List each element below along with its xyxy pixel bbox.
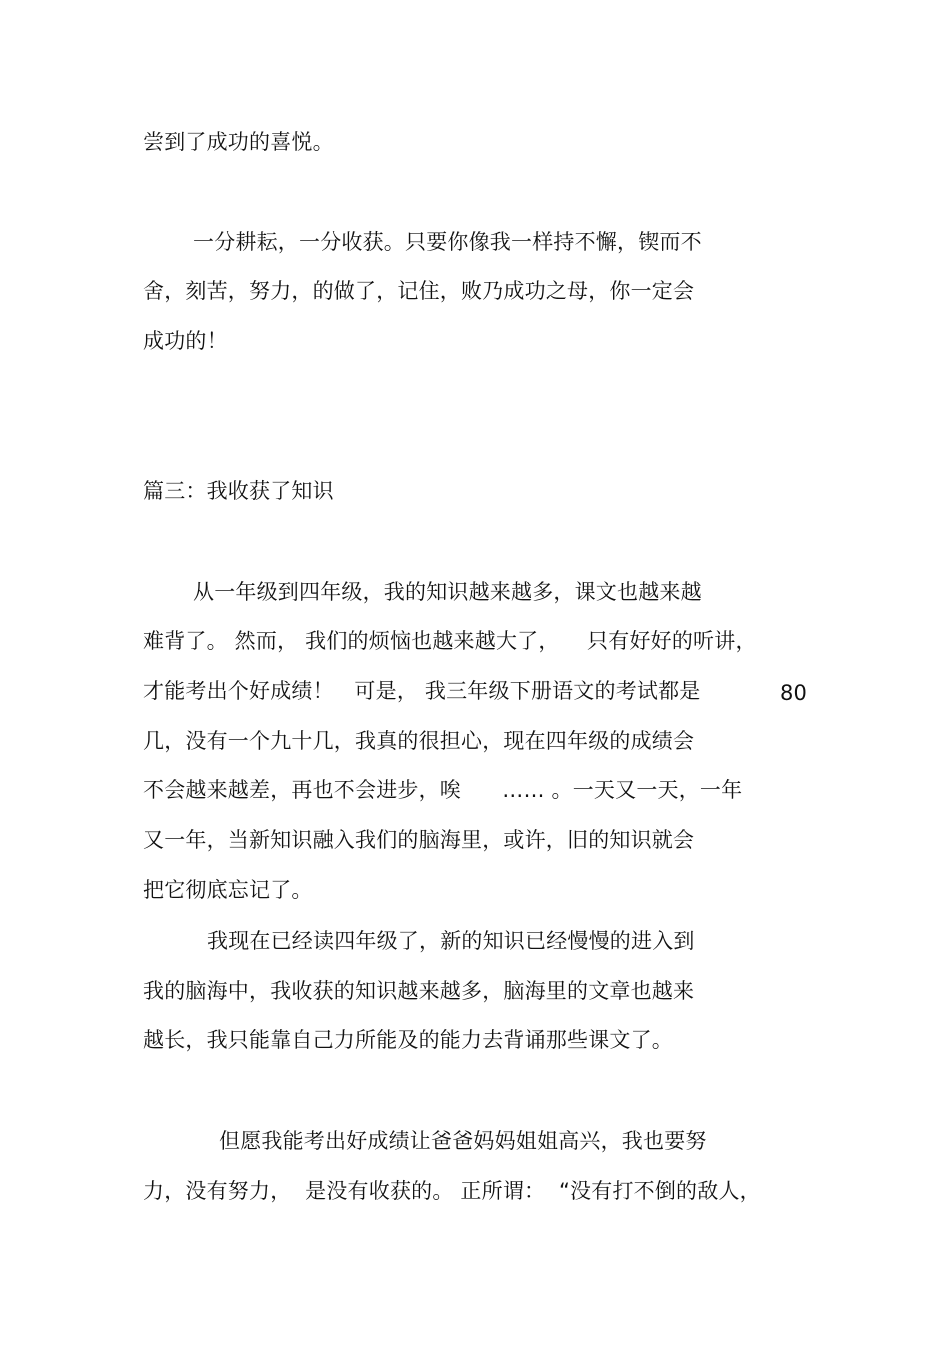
text-line: 一分耕耘，一分收获。只要你像我一样持不懈，锲而不 [193,230,702,254]
text-line: 但愿我能考出好成绩让爸爸妈妈姐姐高兴，我也要努 [219,1129,707,1153]
text-line: 又一年，当新知识融入我们的脑海里，或许，旧的知识就会 [143,828,695,852]
text-line: 越长，我只能靠自己力所能及的能力去背诵那些课文了。 [143,1028,673,1052]
text-line: 我的脑海中，我收获的知识越来越多，脑海里的文章也越来 [143,979,695,1003]
text-line: 难背了。 然而， 我们的烦恼也越来越大了， 只有好好的听讲， [143,629,757,653]
text-line: 我现在已经读四年级了，新的知识已经慢慢的进入到 [207,929,695,953]
section-heading: 篇三：我收获了知识 [143,479,334,503]
text-line: 才能考出个好成绩！ 可是， 我三年级下册语文的考试都是 [143,679,701,703]
text-line: 把它彻底忘记了。 [143,878,313,902]
text-line: 力，没有努力， 是没有收获的。 正所谓： “没有打不倒的敌人， [143,1179,761,1203]
text-line: 从一年级到四年级，我的知识越来越多，课文也越来越 [193,580,702,604]
text-line: 尝到了成功的喜悦。 [143,130,334,154]
text-line: 不会越来越差，再也不会进步，唉 …… 。一天又一天，一年 [143,778,743,802]
text-line: 舍，刻苦，努力，的做了，记住，败乃成功之母，你一定会 [143,279,695,303]
text-number: 80 [780,681,808,705]
text-line: 几，没有一个九十几，我真的很担心，现在四年级的成绩会 [143,729,695,753]
text-line: 成功的！ [143,329,228,353]
